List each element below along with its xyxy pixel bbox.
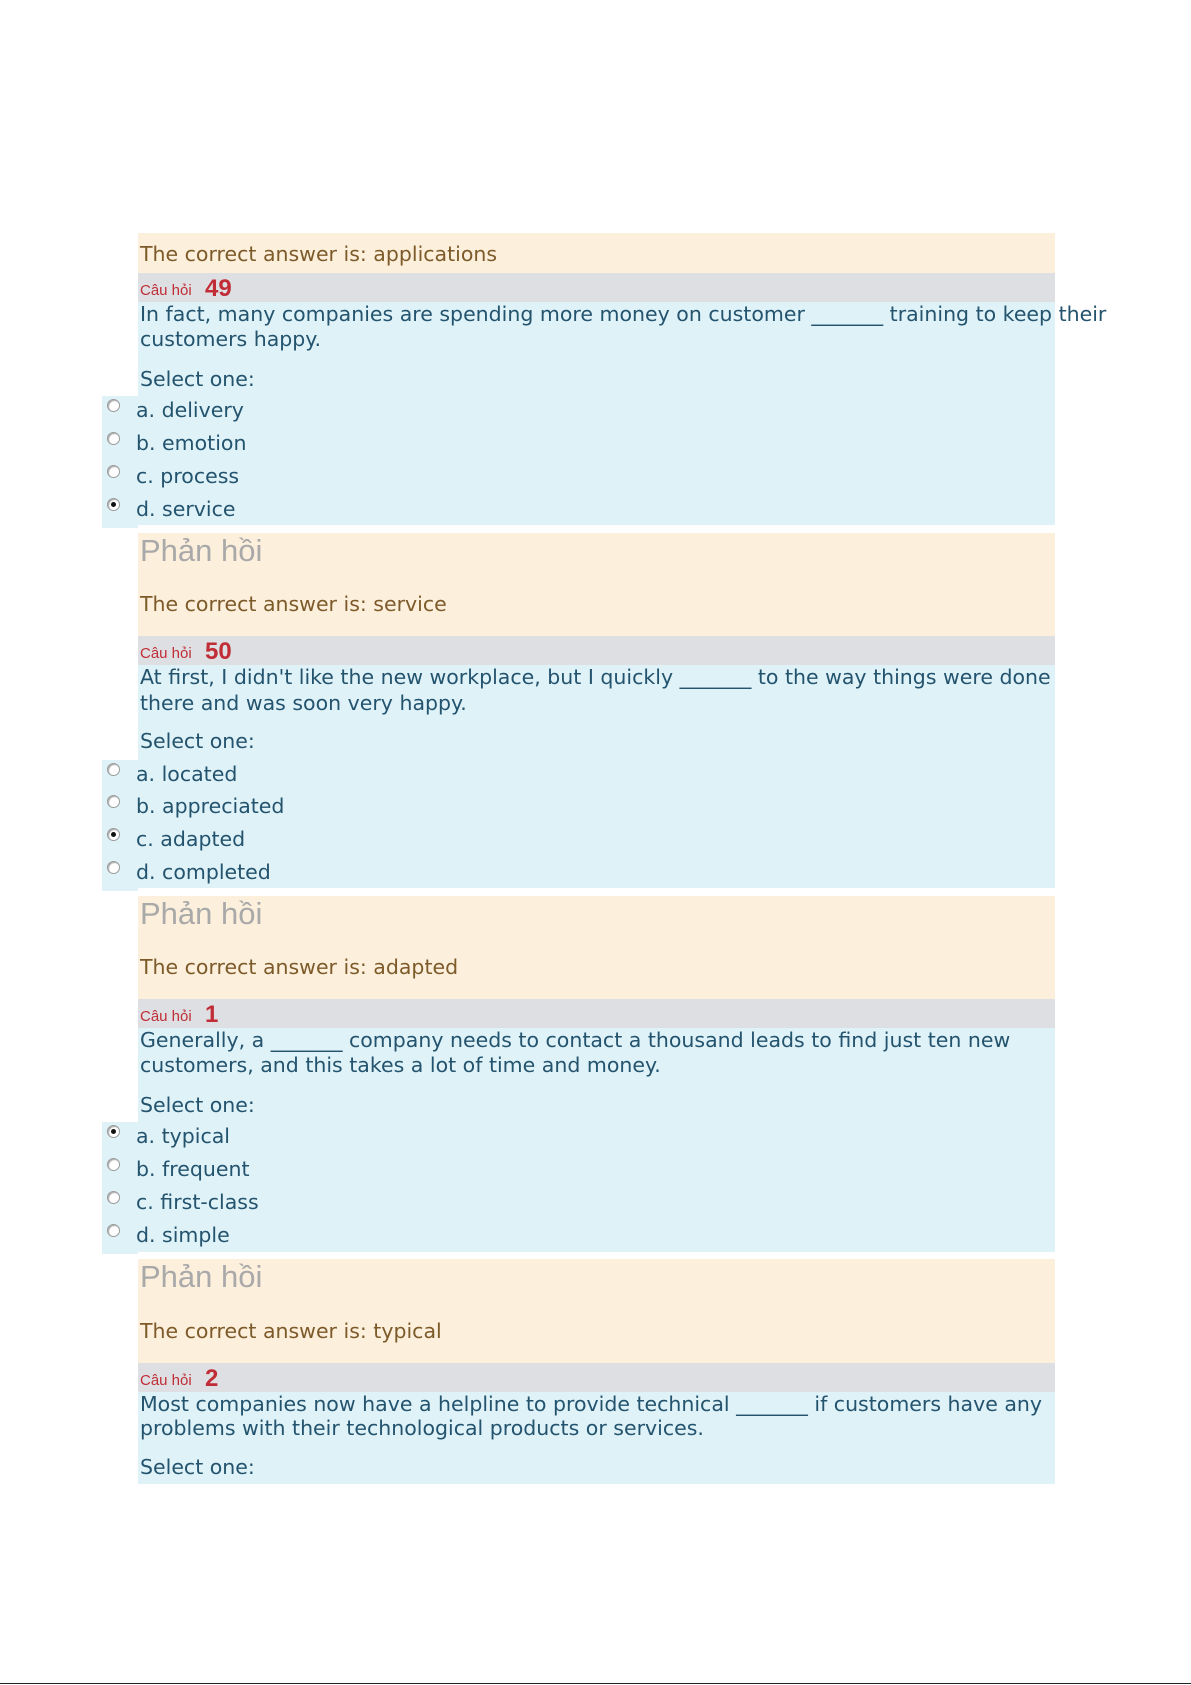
- question-text-line: Generally, a _______ company needs to contact a thousand leads to find just ten new: [140, 1028, 1011, 1052]
- question-label: Câu hỏi: [140, 282, 192, 299]
- radio-button-selected[interactable]: [107, 498, 120, 511]
- radio-button-selected[interactable]: [107, 828, 120, 841]
- option-label: c. first-class: [136, 1190, 259, 1214]
- option-49-c[interactable]: [102, 462, 1055, 495]
- feedback-title: Phản hồi: [140, 1259, 263, 1294]
- question-header-1: [138, 999, 1055, 1028]
- radio-button[interactable]: [107, 465, 120, 478]
- option-label: a. delivery: [136, 398, 244, 422]
- page-footer-rule: [0, 1683, 1191, 1684]
- option-49-d[interactable]: [102, 495, 1055, 528]
- option-label: a. typical: [136, 1124, 231, 1148]
- feedback-title: Phản hồi: [140, 896, 263, 931]
- option-label: a. located: [136, 762, 238, 786]
- question-label: Câu hỏi: [140, 1372, 192, 1389]
- option-label: b. appreciated: [136, 794, 285, 818]
- select-one-label: Select one:: [140, 1455, 255, 1479]
- question-text-line: At first, I didn't like the new workplace, but I quickly _______ to the way things were done: [140, 665, 1051, 689]
- radio-button[interactable]: [107, 399, 120, 412]
- radio-button[interactable]: [107, 763, 120, 776]
- option-label: b. emotion: [136, 431, 247, 455]
- question-body-2: [138, 1392, 1055, 1484]
- option-label: c. process: [136, 464, 240, 488]
- option-1-d[interactable]: [102, 1221, 1055, 1254]
- question-text-line: customers, and this takes a lot of time and money.: [140, 1053, 661, 1077]
- radio-button[interactable]: [107, 795, 120, 808]
- option-label: c. adapted: [136, 827, 246, 851]
- question-text-line: Most companies now have a helpline to provide technical _______ if customers have any: [140, 1392, 1043, 1416]
- option-label: d. simple: [136, 1223, 230, 1247]
- radio-button-selected[interactable]: [107, 1125, 120, 1138]
- option-label: d. service: [136, 497, 236, 521]
- radio-button[interactable]: [107, 1224, 120, 1237]
- question-label: Câu hỏi: [140, 1008, 192, 1025]
- feedback-panel-50: [138, 896, 1055, 999]
- question-label: Câu hỏi: [140, 645, 192, 662]
- radio-button[interactable]: [107, 1158, 120, 1171]
- feedback-panel-49: [138, 533, 1055, 636]
- option-label: b. frequent: [136, 1157, 250, 1181]
- question-number: 2: [205, 1365, 219, 1392]
- radio-button[interactable]: [107, 432, 120, 445]
- question-text-line: In fact, many companies are spending more money on customer _______ training to keep their: [140, 302, 1107, 326]
- question-header-50: [138, 636, 1055, 665]
- option-50-c[interactable]: [102, 825, 1055, 858]
- option-label: d. completed: [136, 860, 271, 884]
- option-50-d[interactable]: [102, 858, 1055, 891]
- question-text-line: problems with their technological products or services.: [140, 1416, 704, 1440]
- feedback-panel-48: [138, 233, 1055, 273]
- feedback-title: Phản hồi: [140, 533, 263, 568]
- correct-answer-text: The correct answer is: adapted: [140, 955, 459, 979]
- radio-button[interactable]: [107, 1191, 120, 1204]
- option-49-a[interactable]: [102, 396, 1055, 429]
- question-header-2: [138, 1363, 1055, 1392]
- question-header-49: [138, 273, 1055, 302]
- question-text-line: there and was soon very happy.: [140, 691, 467, 715]
- select-one-label: Select one:: [140, 729, 255, 753]
- radio-button[interactable]: [107, 861, 120, 874]
- option-1-b[interactable]: [102, 1155, 1055, 1188]
- correct-answer-text: The correct answer is: service: [140, 592, 447, 616]
- option-1-a[interactable]: [102, 1122, 1055, 1155]
- question-number: 50: [205, 638, 232, 665]
- question-number: 1: [205, 1001, 219, 1028]
- question-number: 49: [205, 275, 232, 302]
- correct-answer-text: The correct answer is: typical: [140, 1319, 442, 1343]
- question-text-line: customers happy.: [140, 327, 322, 351]
- select-one-label: Select one:: [140, 1093, 255, 1117]
- option-50-a[interactable]: [102, 760, 1055, 793]
- option-50-b[interactable]: [102, 792, 1055, 825]
- select-one-label: Select one:: [140, 367, 255, 391]
- feedback-panel-1: [138, 1259, 1055, 1363]
- correct-answer-text: The correct answer is: applications: [140, 242, 498, 266]
- option-49-b[interactable]: [102, 429, 1055, 462]
- option-1-c[interactable]: [102, 1188, 1055, 1221]
